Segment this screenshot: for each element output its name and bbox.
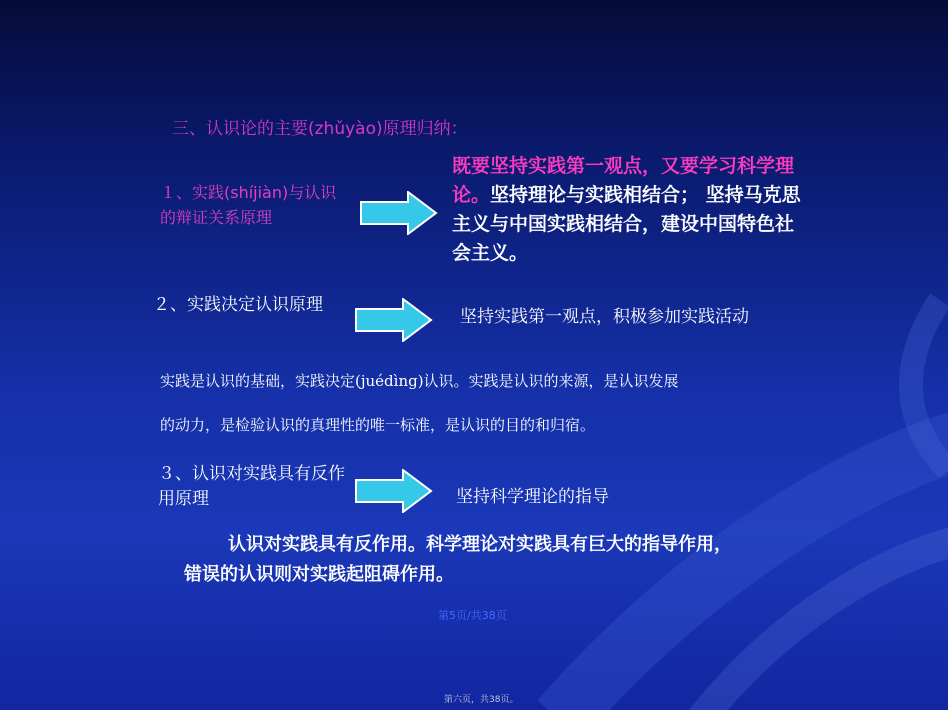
explanation-line-2: 的动力，是检验认识的真理性的唯一标准，是认识的目的和归宿。	[160, 416, 596, 434]
conclusion-highlight: 既要坚持实践第一观点，又要学习科学理论。	[452, 155, 795, 206]
principle-1-conclusion	[452, 152, 802, 268]
principle-2-label: ２、实践决定认识原理	[153, 295, 323, 315]
explanation-line-1: 实践是认识的基础，实践决定(juédìng)认识。实践是认识的来源，是认识发展	[160, 372, 679, 390]
principle-2-conclusion: 坚持实践第一观点，积极参加实践活动	[460, 307, 749, 327]
arrow-right-icon	[355, 298, 433, 342]
arrow-right-icon	[360, 191, 438, 235]
page-number: 第5页/共38页	[438, 609, 507, 622]
principle-3-conclusion: 坚持科学理论的指导	[456, 487, 609, 507]
principle-3-label: ３、认识对实践具有反作用原理	[158, 464, 345, 509]
conclusion-rest: 坚持理论与实践相结合； 坚持马克思主义与中国实践相结合，建设中国特色社会主义。	[452, 184, 801, 264]
slide-heading: 三、认识论的主要(zhǔyào)原理归纳：	[172, 119, 468, 139]
principle-1-label: １、实践(shíjiàn)与认识的辩证关系原理	[160, 183, 337, 227]
summary-text: 认识对实践具有反作用。科学理论对实践具有巨大的指导作用，错误的认识则对实践起阻碍作用。	[184, 534, 732, 585]
arrow-right-icon	[355, 469, 433, 513]
footer-text: 第六页，共38页。	[444, 695, 519, 705]
